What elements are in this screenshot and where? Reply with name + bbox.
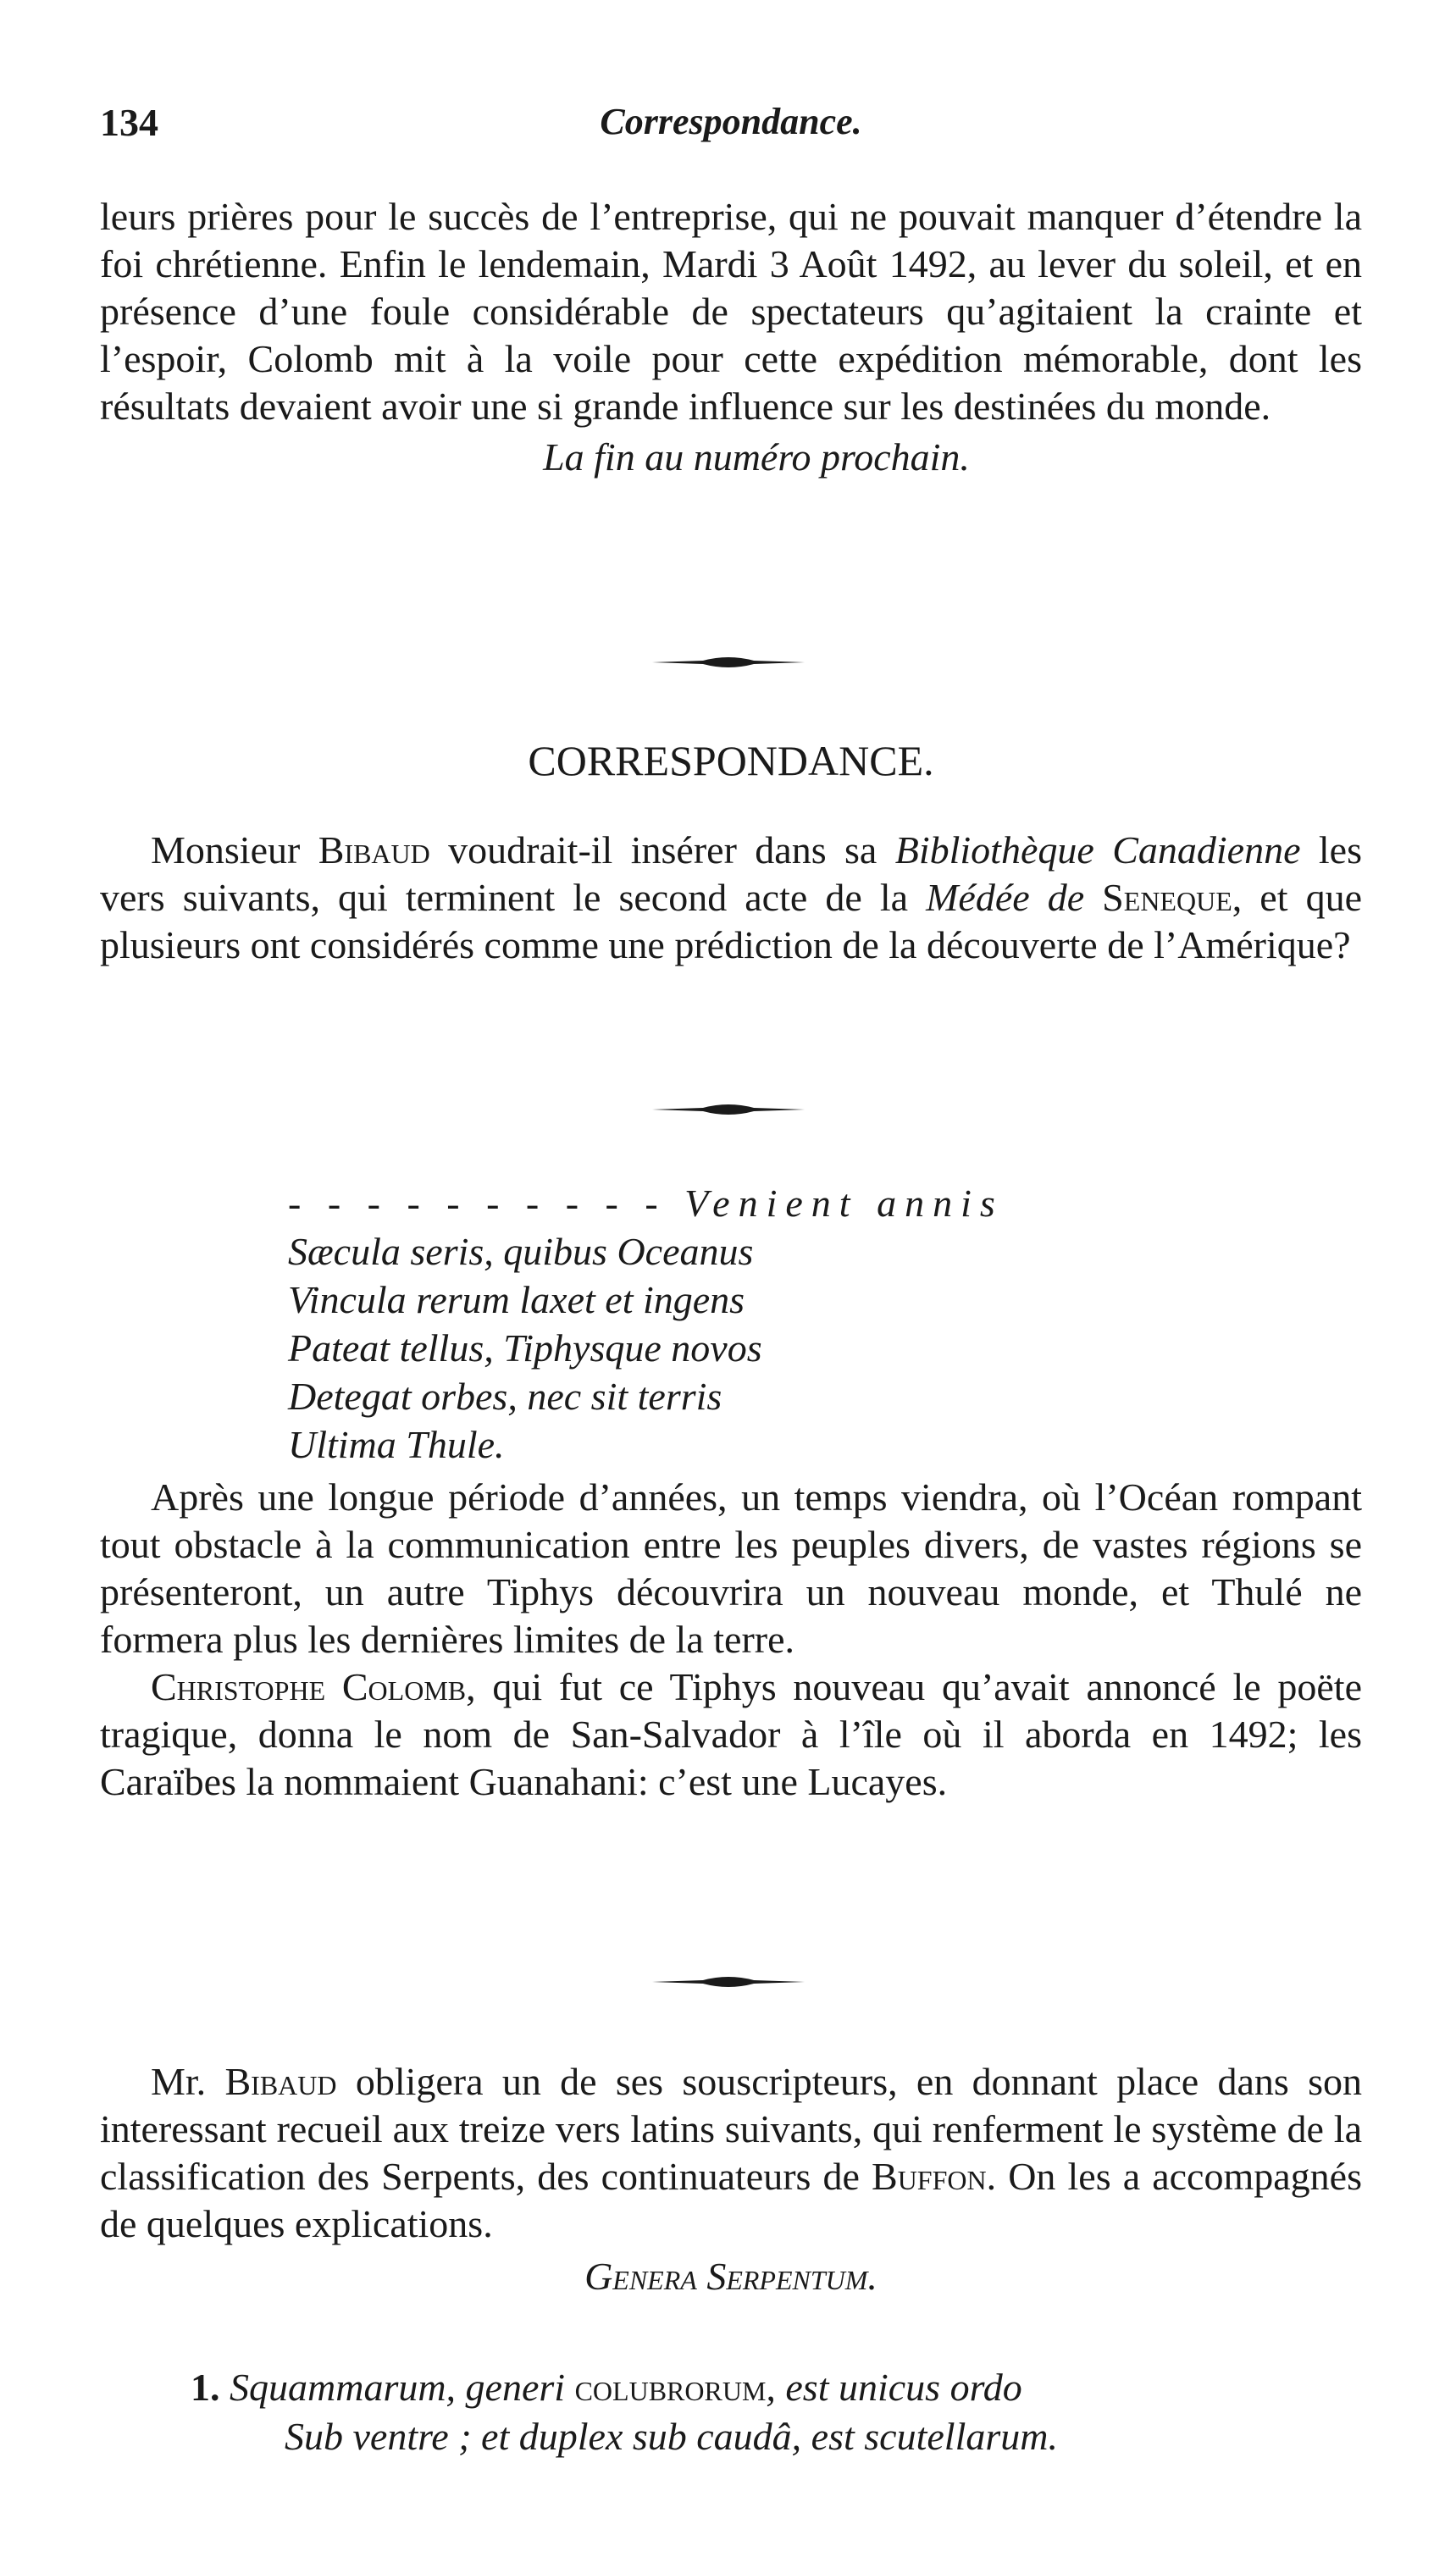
columbus-paragraph: leurs prières pour le succès de l’entreprise, qui ne pouvait manquer d’étendre la foi chrétienne. Enfin le lendemain, Mardi 3 Août 1492, au lever du soleil, et en présence d’une foule considérable de spectateurs qu’agitaient la crainte et l’espoir, Colomb mit à la voile pour cette expédition mémorable, dont les résultats devaient avoir une si grande influence sur les destinées du monde. (100, 195, 1362, 428)
verse-line: Pateat tellus, Tiphysque novos (288, 1326, 762, 1370)
continued-note: La fin au numéro prochain. (543, 435, 970, 479)
work-title: Bibliothèque Canadienne (894, 828, 1301, 872)
verse-line: Sæcula seris, quibus Oceanus (288, 1230, 754, 1273)
running-head: Correspondance. (600, 101, 862, 142)
name-buffon: Buffon (872, 2155, 987, 2198)
ornament-divider-1 (0, 652, 1456, 678)
genera-line-1: 1. Squammarum, generi colubrorum, est unicus ordo (191, 2366, 1022, 2409)
page-number: 134 (100, 101, 158, 144)
author-seneque: Seneque (1084, 876, 1232, 919)
name-christophe-colomb: Christophe Colomb (151, 1665, 467, 1708)
latin-verse (288, 1179, 1220, 1469)
genera-line-2: Sub ventre ; et duplex sub caudâ, est scutellarum. (285, 2415, 1058, 2458)
name-bibaud: Bibaud (224, 2060, 337, 2103)
section-serpents (100, 2058, 1362, 2300)
genera-serpentum-title: Genera Serpentum. (584, 2255, 877, 2298)
colomb-paragraph: Christophe Colomb, qui fut ce Tiphys nouveau qu’avait annoncé le poëte tragique, donna le nom de San-Salvador à l’île où il aborda en 1492; les Caraïbes la nommaient Guanahani: c’est une Lucayes. (100, 1665, 1363, 1803)
page-header (100, 100, 1362, 159)
ornament-divider-3 (0, 1972, 1456, 1997)
translation-paragraph: Après une longue période d’années, un temps viendra, où l’Océan rompant tout obstacle à la communication entre les peuples divers, de vastes régions se présenteront, un autre Tiphys découvrira un nouveau monde, et Thulé ne formera plus les dernières limites de la terre. (100, 1475, 1362, 1661)
correspondance-heading: CORRESPONDANCE. (528, 737, 934, 784)
verse-line: Ultima Thule. (288, 1423, 505, 1466)
verse-line: - - - - - - - - - - Venient annis (288, 1182, 1004, 1225)
ornament-divider-2 (0, 1099, 1456, 1125)
verse-line: Detegat orbes, nec sit terris (288, 1375, 722, 1418)
section-correspondance (100, 737, 1362, 969)
section-columbus (100, 193, 1362, 481)
play-title: Médée de (926, 876, 1085, 919)
genera-verse (102, 2363, 1364, 2461)
item-number: 1. (191, 2366, 220, 2409)
serpents-paragraph: Mr. Bibaud obligera un de ses souscripteurs, en donnant place dans son interessant recueil aux treize vers latins suivants, qui renferment le système de la classification des Serpents, des continuateurs de Buffon. On les a accompagnés de quelques explications. (100, 2060, 1363, 2245)
correspondance-paragraph: Monsieur Bibaud voudrait-il insérer dans sa Bibliothèque Canadienne les vers suivants, qui terminent le second acte de la Médée de Seneque, et que plusieurs ont considérés comme une prédiction de la découverte de l’Amérique? (100, 828, 1363, 966)
name-bibaud: Bibaud (318, 828, 430, 872)
section-translation (100, 1474, 1362, 1806)
verse-line: Vincula rerum laxet et ingens (288, 1278, 745, 1321)
